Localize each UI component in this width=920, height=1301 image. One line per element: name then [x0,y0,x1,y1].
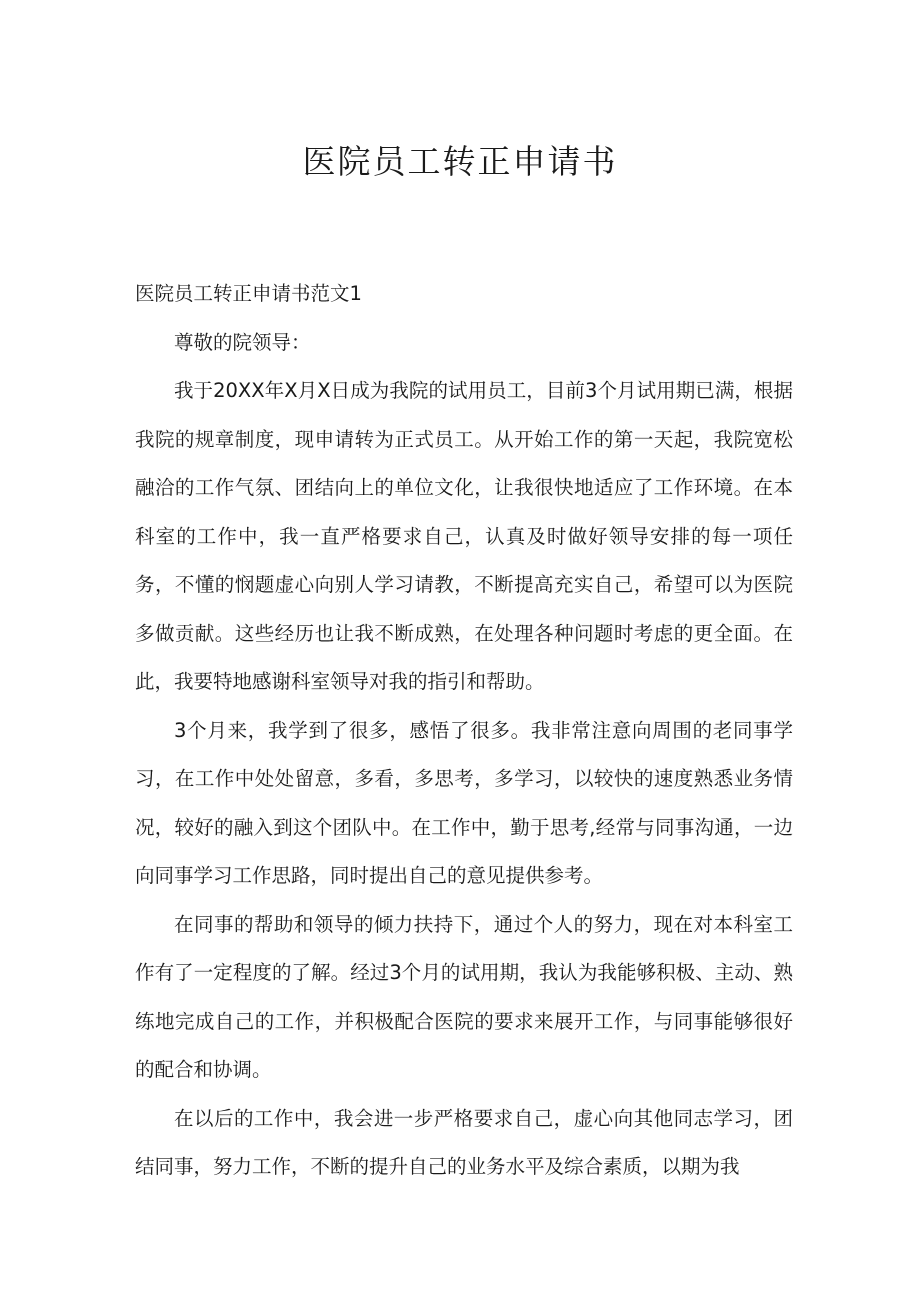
document-body [135,270,793,1192]
paragraph-3: 在同事的帮助和领导的倾力扶持下，通过个人的努力，现在对本科室工作有了一定程度的了解。经过3个月的试用期，我认为我能够积极、主动、熟练地完成自己的工作，并积极配合医院的要求来展开工作，与同事能够很好的配合和协调。 [135,912,793,1081]
paragraph-4: 在以后的工作中，我会进一步严格要求自己，虚心向其他同志学习，团结同事，努力工作，不断的提升自己的业务水平及综合素质，以期为我 [135,1106,793,1178]
document-title: 医院员工转正申请书 [302,142,618,181]
document-subtitle: 医院员工转正申请书范文1 [135,282,362,305]
salutation: 尊敬的院领导： [174,330,311,354]
paragraph-1: 我于20XX年X月X日成为我院的试用员工，目前3个月试用期已满，根据我院的规章制度，现申请转为正式员工。从开始工作的第一天起，我院宽松融洽的工作气氛、团结向上的单位文化，让我很快地适应了工作环境。在本科室的工作中，我一直严格要求自己，认真及时做好领导安排的每一项任务，不懂的悯题虚心向别人学习请教，不断提高充实自己，希望可以为医院多做贡献。这些经历也让我不断成熟，在处理各种问题时考虑的更全面。在此，我要特地感谢科室领导对我的指引和帮助。 [135,379,793,693]
paragraph-2: 3个月来，我学到了很多，感悟了很多。我非常注意向周围的老同事学习，在工作中处处留意，多看，多思考，多学习，以较快的速度熟悉业务情况，较好的融入到这个团队中。在工作中，勤于思考,经常与同事沟通，一边向同事学习工作思路，同时提出自己的意见提供参考。 [135,718,793,887]
